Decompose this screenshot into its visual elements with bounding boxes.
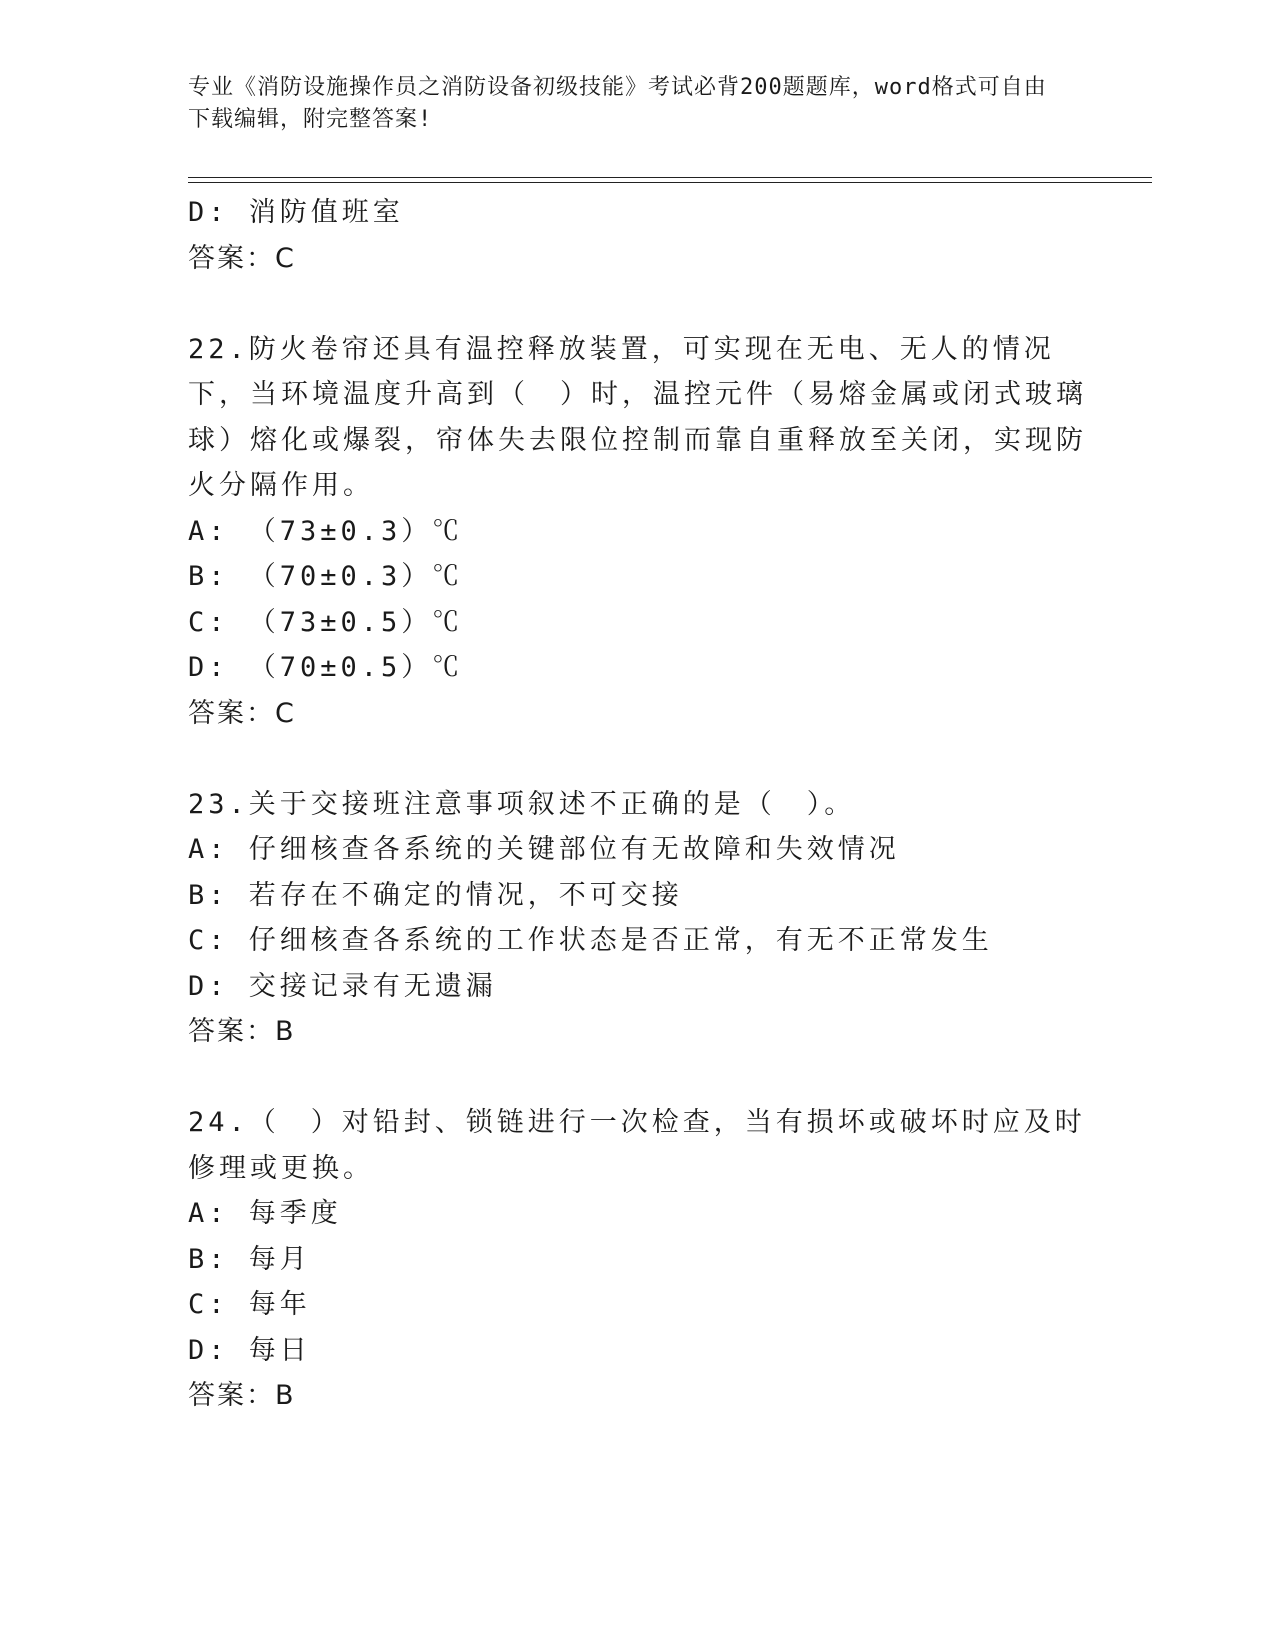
option-b: B: 若存在不确定的情况，不可交接	[188, 879, 683, 911]
spacer	[188, 281, 1088, 327]
question-stem: 23.关于交接班注意事项叙述不正确的是（ ）。	[188, 788, 856, 820]
option-d: D: 每日	[188, 1334, 311, 1366]
question-stem: 22.防火卷帘还具有温控释放装置，可实现在无电、无人的情况下，当环境温度升高到（ ）时，温控元件（易熔金属或闭式玻璃球）熔化或爆裂，帘体失去限位控制而靠自重释放至关闭，实现防火分隔作用。	[188, 333, 1087, 501]
option-c: C: 仔细核查各系统的工作状态是否正常，有无不正常发生	[188, 925, 993, 956]
document-header: 专业《消防设施操作员之消防设备初级技能》考试必背200题题库，word格式可自由下载编辑，附完整答案!	[188, 75, 1047, 132]
spacer	[188, 736, 1088, 782]
question-stem: 24.（ ）对铅封、锁链进行一次检查，当有损坏或破坏时应及时修理或更换。	[188, 1107, 1086, 1184]
question-24	[188, 1100, 1088, 1419]
question-22	[188, 327, 1088, 737]
answer: 答案：B	[188, 1016, 296, 1047]
header-rule-top	[188, 177, 1152, 178]
option-b: B: （70±0.3）℃	[188, 561, 464, 592]
option-b: B: 每月	[188, 1243, 311, 1275]
option-a: A: 仔细核查各系统的关键部位有无故障和失效情况	[188, 834, 900, 865]
option-c: C: （73±0.5）℃	[188, 606, 464, 638]
option-d: D: 交接记录有无遗漏	[188, 970, 497, 1002]
answer: 答案：B	[188, 1380, 296, 1411]
lead-answer: 答案：C	[188, 242, 296, 274]
answer: 答案：C	[188, 697, 296, 729]
question-content	[188, 190, 1088, 1419]
option-c: C: 每年	[188, 1289, 311, 1320]
lead-option-d: D: 消防值班室	[188, 197, 404, 228]
option-a: A: （73±0.3）℃	[188, 515, 464, 547]
option-a: A: 每季度	[188, 1198, 342, 1229]
header-rule-bottom	[188, 182, 1152, 183]
spacer	[188, 1055, 1088, 1101]
option-d: D: （70±0.5）℃	[188, 652, 464, 683]
question-23	[188, 782, 1088, 1055]
